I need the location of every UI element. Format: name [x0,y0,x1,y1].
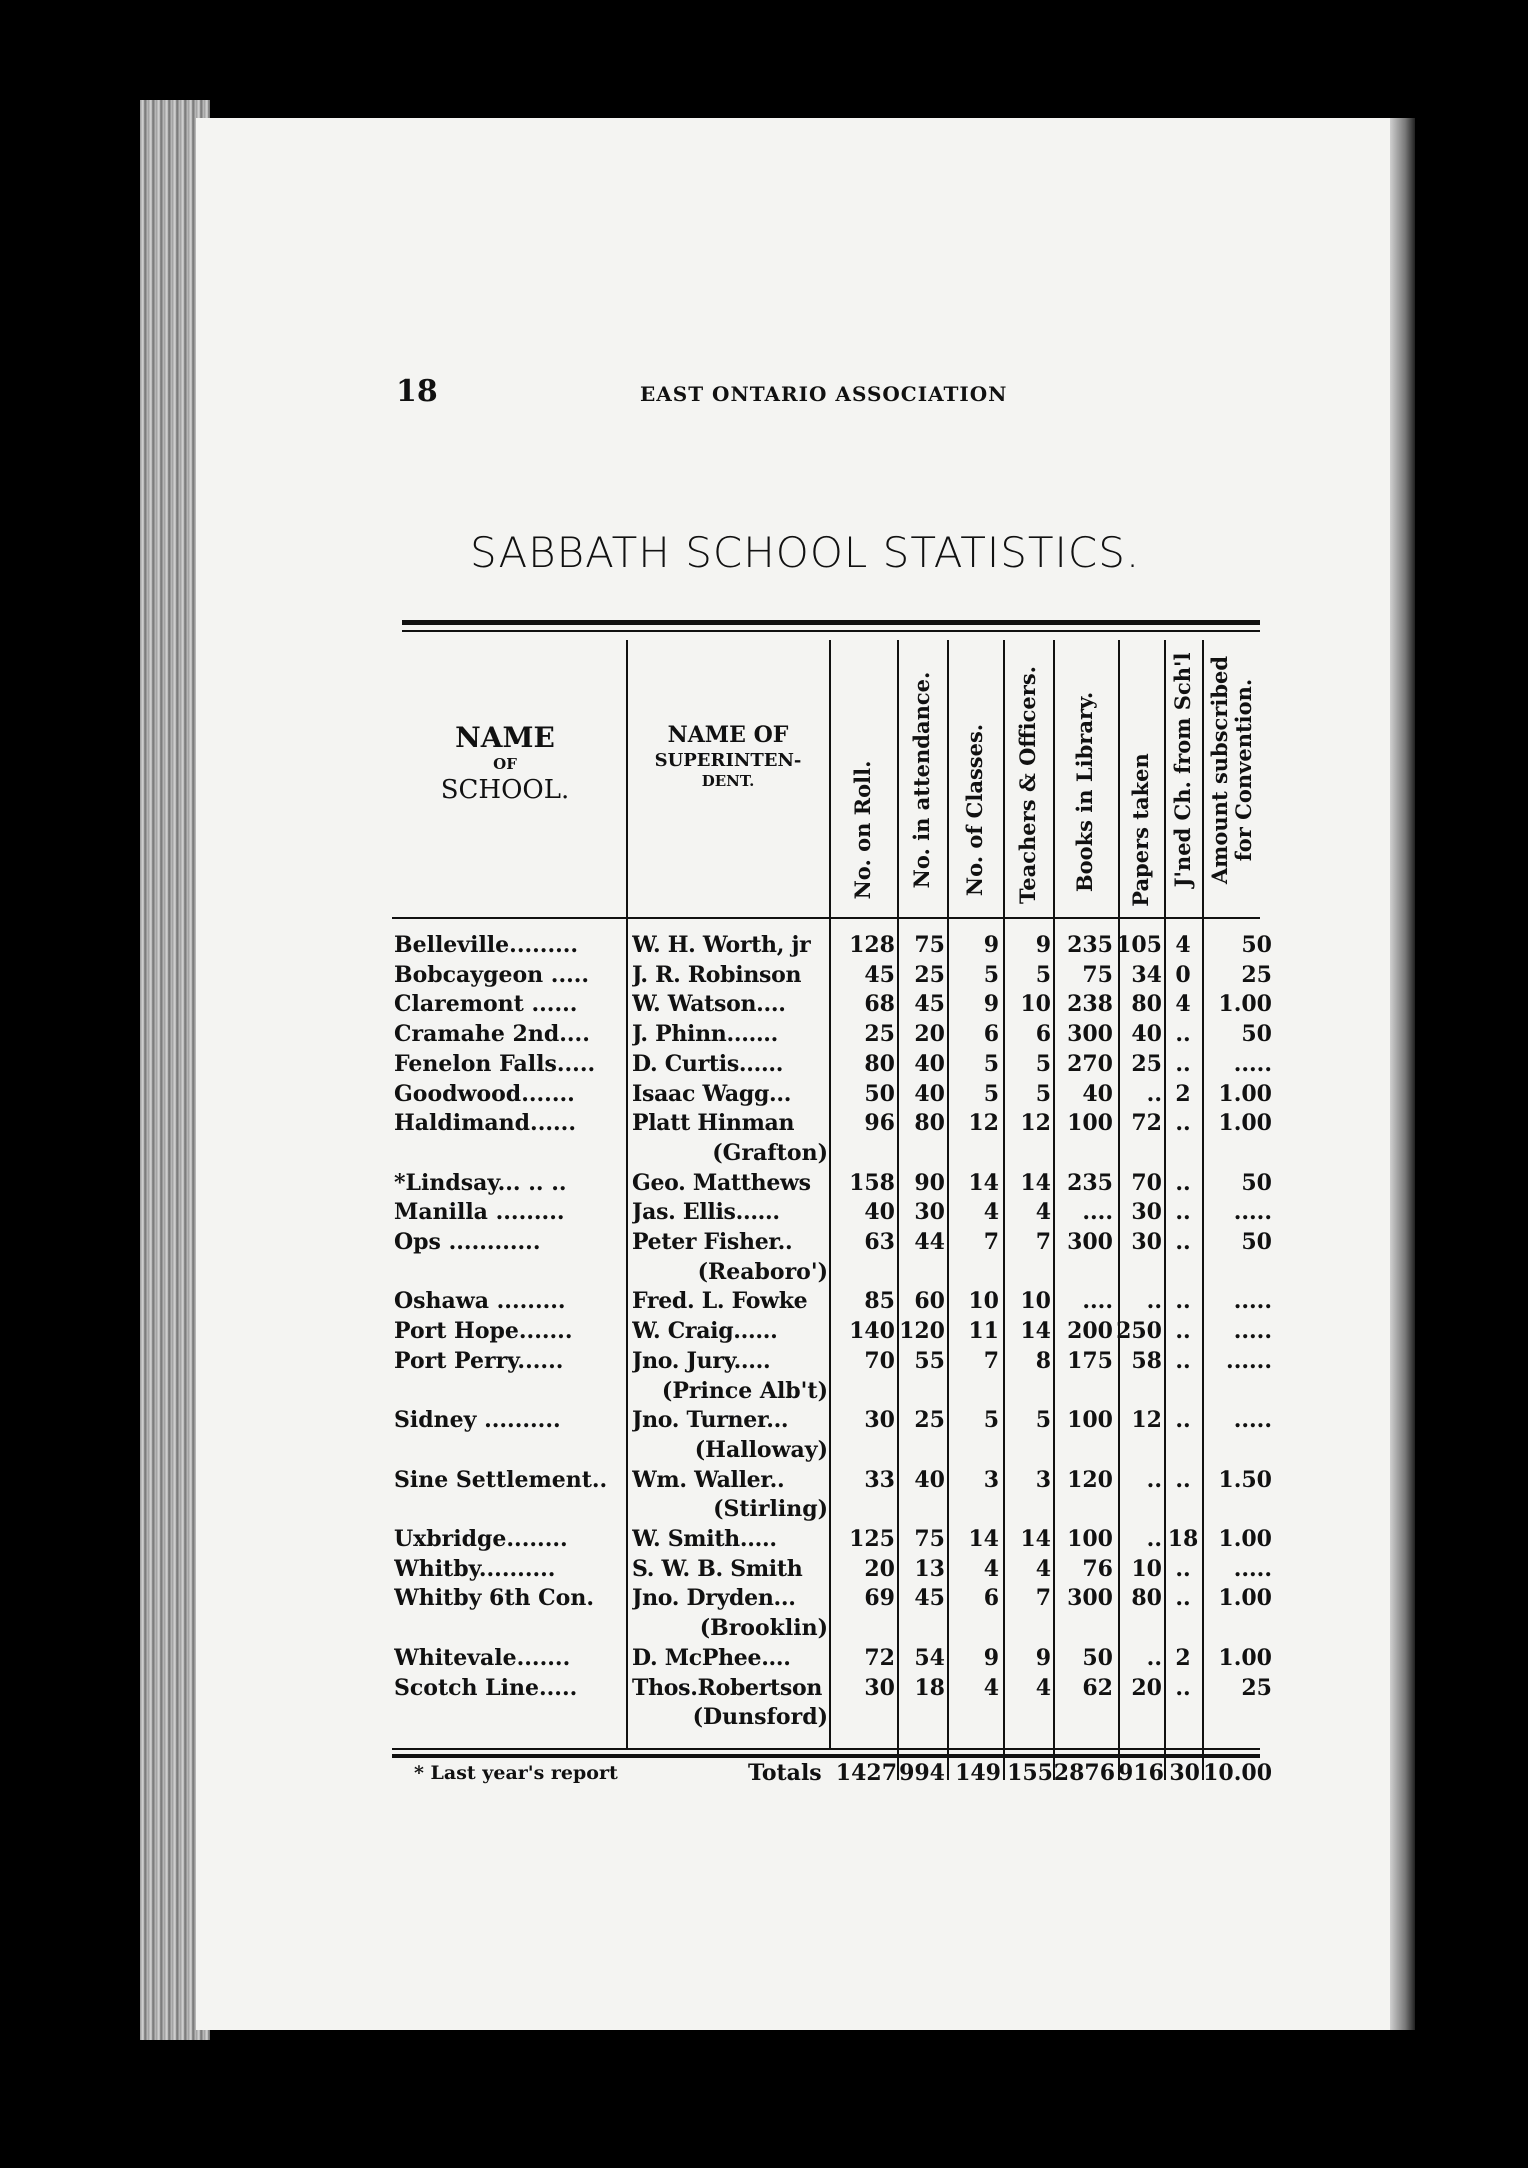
cell-superintendent: Geo. Matthews [632,1169,811,1196]
cell-superintendent: Isaac Wagg... [632,1080,792,1107]
cell-school: Scotch Line..... [394,1674,578,1701]
cell-lib: 200 [1067,1318,1113,1345]
cell-cls: 4 [983,1199,999,1226]
cell-att: 18 [914,1674,945,1701]
cell-pap: 30 [1131,1199,1162,1226]
cell-amt: 1.00 [1218,1644,1272,1671]
cell-amt: ..... [1233,1199,1272,1226]
bottom-rule-thin [392,1748,1260,1750]
cell-jnd: .. [1175,1229,1191,1255]
header-school [400,720,610,806]
cell-tch: 5 [1035,1407,1051,1434]
cell-superintendent: Wm. Waller.. [632,1466,785,1493]
cell-amt: 1.00 [1218,1080,1272,1107]
cell-pap: 72 [1131,1110,1162,1137]
header-superintendent [628,722,828,791]
cell-roll: 72 [864,1644,895,1671]
cell-att: 30 [914,1199,945,1226]
cell-superintendent: Jno. Jury..... [632,1347,771,1374]
cell-amt: ..... [1233,1555,1272,1582]
cell-amt: 50 [1241,1021,1272,1048]
page-binding-shadow [1390,118,1415,2030]
cell-lib: 100 [1067,1407,1113,1434]
cell-roll: 140 [849,1318,895,1345]
cell-att: 75 [914,1526,945,1552]
cell-school: Whitby 6th Con. [394,1585,595,1612]
footnote: * Last year's report [414,1762,618,1784]
cell-cls: 9 [983,1644,999,1671]
cell-jnd: 2 [1175,1080,1191,1107]
cell-att: 44 [914,1229,945,1255]
cell-jnd: 18 [1167,1526,1199,1552]
cell-lib: 300 [1067,1585,1113,1612]
cell-superintendent: Peter Fisher.. [632,1229,793,1255]
cell-lib: 270 [1067,1050,1113,1077]
cell-roll: 68 [864,991,895,1018]
cell-pap: 40 [1131,1021,1162,1048]
cell-superintendent: D. McPhee.... [632,1644,791,1671]
cell-att: 40 [914,1466,945,1493]
header-amount [1208,656,1256,884]
cell-jnd: 0 [1175,961,1191,988]
cell-cls: 5 [983,961,999,988]
cell-jnd: 4 [1175,932,1191,958]
header-library: Books in Library. [1071,691,1097,893]
cell-amt: 1.50 [1218,1466,1272,1493]
cell-amt: 50 [1241,1229,1272,1255]
cell-jnd: .. [1175,1674,1191,1701]
cell-att: 75 [914,932,945,958]
cell-tch: 10 [1020,1288,1051,1315]
header-amount-line2: for Convention. [1231,678,1256,862]
cell-pap: .. [1146,1080,1162,1107]
cell-roll: 50 [864,1080,895,1107]
cell-roll: 85 [864,1288,895,1315]
totals-amt: 10.00 [1203,1760,1272,1786]
cell-tch: 9 [1035,932,1051,958]
cell-pap: 80 [1131,991,1162,1018]
cell-att: 25 [914,1407,945,1434]
cell-tch: 9 [1035,1644,1051,1671]
cell-lib: 75 [1082,961,1113,988]
cell-superintendent: Jno. Turner... [632,1407,789,1434]
cell-jnd: .. [1175,1466,1191,1493]
cell-school: Ops ............ [394,1229,541,1255]
cell-school: Fenelon Falls..... [394,1050,596,1077]
cell-att: 40 [914,1080,945,1107]
cell-school: Port Perry...... [394,1347,564,1374]
header-attendance: No. in attendance. [908,671,934,889]
cell-cls: 4 [983,1674,999,1701]
cell-amt: 1.00 [1218,1526,1272,1552]
cell-school: Belleville......... [394,932,579,958]
cell-superintendent: W. H. Worth, jr [632,932,811,958]
cell-tch: 14 [1020,1169,1051,1196]
cell-roll: 30 [864,1674,895,1701]
cell-superintendent: Thos.Robertson [632,1674,823,1701]
header-teachers: Teachers & Officers. [1014,666,1040,904]
cell-pap: 12 [1131,1407,1162,1434]
cell-att: 40 [914,1050,945,1077]
cell-lib: 40 [1082,1080,1113,1107]
cell-amt: 1.00 [1218,1585,1272,1612]
cell-pap: .. [1146,1288,1162,1315]
cell-jnd: .. [1175,1407,1191,1434]
cell-cls: 14 [968,1526,999,1552]
cell-pap: 80 [1131,1585,1162,1612]
cell-lib: 100 [1067,1526,1113,1552]
cell-lib: 50 [1082,1644,1113,1671]
cell-tch: 7 [1035,1585,1051,1612]
cell-jnd: .. [1175,1347,1191,1374]
cell-jnd: 2 [1175,1644,1191,1671]
cell-cls: 7 [983,1347,999,1374]
cell-tch: 5 [1035,1080,1051,1107]
header-sup-line1: NAME OF [667,722,789,748]
header-sup-line3: DENT. [701,772,755,790]
cell-cls: 14 [968,1169,999,1196]
cell-pap: 105 [1116,932,1162,958]
cell-att: 80 [914,1110,945,1137]
cell-school: Claremont ...... [394,991,578,1018]
cell-cls: 10 [968,1288,999,1315]
cell-pap: 58 [1131,1347,1162,1374]
cell-att: 54 [914,1644,945,1671]
cell-school: Cramahe 2nd.... [394,1021,590,1048]
cell-pap: .. [1146,1466,1162,1493]
cell-tch: 4 [1035,1199,1051,1226]
bottom-rule-thick [392,1754,1260,1758]
cell-cls: 9 [983,932,999,958]
cell-tch: 7 [1035,1229,1051,1255]
cell-roll: 80 [864,1050,895,1077]
cell-tch: 14 [1020,1526,1051,1552]
header-roll: No. on Roll. [849,760,875,900]
cell-jnd: 4 [1175,991,1191,1018]
cell-superintendent: J. R. Robinson [632,961,802,988]
header-bottom-rule [392,917,1260,919]
cell-superintendent-location: (Stirling) [713,1496,828,1523]
top-rule-thin [402,630,1260,632]
running-title: EAST ONTARIO ASSOCIATION [640,382,1008,406]
header-joined: J'ned Ch. from Sch'l [1169,652,1195,888]
cell-superintendent-location: (Prince Alb't) [661,1377,828,1404]
cell-superintendent: Platt Hinman [632,1110,795,1137]
cell-school: Oshawa ......... [394,1288,566,1315]
cell-school: Port Hope....... [394,1318,573,1345]
cell-att: 120 [899,1318,945,1345]
cell-roll: 45 [864,961,895,988]
cell-roll: 70 [864,1347,895,1374]
cell-att: 45 [914,991,945,1018]
cell-superintendent-location: (Grafton) [712,1139,828,1166]
cell-school: Uxbridge........ [394,1526,568,1552]
cell-lib: 300 [1067,1229,1113,1255]
cell-school: Goodwood....... [394,1080,575,1107]
cell-roll: 25 [864,1021,895,1048]
cell-jnd: .. [1175,1169,1191,1196]
cell-tch: 3 [1035,1466,1051,1493]
header-sup-line2: SUPERINTEN- [654,749,802,771]
cell-att: 45 [914,1585,945,1612]
cell-lib: 100 [1067,1110,1113,1137]
cell-superintendent-location: (Reaboro') [697,1258,828,1285]
cell-tch: 5 [1035,1050,1051,1077]
cell-amt: ...... [1226,1347,1272,1374]
cell-cls: 6 [983,1585,999,1612]
cell-amt: ..... [1233,1407,1272,1434]
header-classes: No. of Classes. [961,723,987,897]
cell-tch: 6 [1035,1021,1051,1048]
cell-roll: 20 [864,1555,895,1582]
cell-jnd: .. [1175,1110,1191,1137]
cell-school: Haldimand...... [394,1110,577,1137]
cell-tch: 14 [1020,1318,1051,1345]
cell-superintendent-location: (Halloway) [694,1436,828,1463]
cell-superintendent: Fred. L. Fowke [632,1288,808,1315]
cell-att: 25 [914,961,945,988]
cell-pap: 70 [1131,1169,1162,1196]
totals-label: Totals [748,1760,822,1786]
cell-lib: 62 [1082,1674,1113,1701]
cell-lib: 235 [1067,932,1113,958]
cell-jnd: .. [1175,1050,1191,1077]
table-title: SABBATH SCHOOL STATISTICS. [470,528,1141,577]
cell-lib: 76 [1082,1555,1113,1582]
cell-pap: 250 [1116,1318,1162,1345]
totals-pap: 916 [1118,1760,1164,1786]
cell-amt: 1.00 [1218,991,1272,1018]
cell-amt: 50 [1241,932,1272,958]
cell-superintendent: J. Phinn....... [632,1021,779,1048]
cell-tch: 12 [1020,1110,1051,1137]
cell-cls: 11 [968,1318,999,1345]
cell-tch: 4 [1035,1674,1051,1701]
top-rule-thick [402,620,1260,625]
cell-amt: ..... [1233,1050,1272,1077]
cell-jnd: .. [1175,1021,1191,1048]
cell-amt: 50 [1241,1169,1272,1196]
cell-roll: 63 [864,1229,895,1255]
cell-amt: ..... [1233,1288,1272,1315]
cell-pap: 30 [1131,1229,1162,1255]
cell-superintendent-location: (Dunsford) [692,1704,828,1731]
cell-superintendent: Jno. Dryden... [632,1585,796,1612]
cell-att: 60 [914,1288,945,1315]
cell-lib: .... [1082,1199,1113,1226]
cell-roll: 125 [849,1526,895,1552]
totals-cls: 149 [955,1760,1001,1786]
cell-cls: 5 [983,1050,999,1077]
cell-cls: 4 [983,1555,999,1582]
cell-amt: ..... [1233,1318,1272,1345]
cell-cls: 5 [983,1080,999,1107]
cell-lib: .... [1082,1288,1113,1315]
totals-att: 994 [899,1760,945,1786]
totals-tch: 155 [1007,1760,1053,1786]
cell-tch: 10 [1020,991,1051,1018]
cell-jnd: .. [1175,1585,1191,1612]
totals-lib: 2876 [1053,1760,1115,1786]
cell-roll: 40 [864,1199,895,1226]
cell-superintendent: D. Curtis...... [632,1050,784,1077]
header-school-line3: SCHOOL. [440,774,570,805]
cell-lib: 120 [1067,1466,1113,1493]
header-school-line2: OF [493,755,517,773]
cell-amt: 25 [1241,1674,1272,1701]
header-papers: Papers taken [1127,753,1153,907]
cell-pap: .. [1146,1644,1162,1671]
cell-pap: 20 [1131,1674,1162,1701]
cell-superintendent: Jas. Ellis...... [632,1199,780,1226]
cell-att: 20 [914,1021,945,1048]
cell-school: *Lindsay... .. .. [394,1169,567,1196]
cell-pap: 25 [1131,1050,1162,1077]
cell-roll: 158 [849,1169,895,1196]
totals-jnd: 30 [1169,1760,1200,1786]
cell-roll: 33 [864,1466,895,1493]
cell-cls: 9 [983,991,999,1018]
cell-superintendent: W. Craig...... [632,1318,778,1345]
cell-amt: 1.00 [1218,1110,1272,1137]
cell-lib: 238 [1067,991,1113,1018]
cell-jnd: .. [1175,1199,1191,1226]
cell-school: Whitevale....... [394,1644,571,1671]
cell-pap: .. [1146,1526,1162,1552]
cell-cls: 7 [983,1229,999,1255]
cell-att: 13 [914,1555,945,1582]
cell-school: Sine Settlement.. [394,1466,608,1493]
cell-roll: 69 [864,1585,895,1612]
cell-school: Bobcaygeon ..... [394,961,590,988]
cell-att: 55 [914,1347,945,1374]
cell-school: Sidney .......... [394,1407,561,1434]
cell-roll: 128 [849,932,895,958]
cell-school: Manilla ......... [394,1199,565,1226]
cell-pap: 10 [1131,1555,1162,1582]
cell-tch: 8 [1035,1347,1051,1374]
cell-superintendent: S. W. B. Smith [632,1555,803,1582]
cell-superintendent: W. Watson.... [632,991,786,1018]
cell-cls: 5 [983,1407,999,1434]
cell-tch: 5 [1035,961,1051,988]
cell-tch: 4 [1035,1555,1051,1582]
cell-lib: 235 [1067,1169,1113,1196]
cell-roll: 30 [864,1407,895,1434]
cell-jnd: .. [1175,1288,1191,1315]
header-school-line1: NAME [455,721,555,754]
cell-superintendent-location: (Brooklin) [699,1615,828,1642]
cell-school: Whitby.......... [394,1555,556,1582]
cell-jnd: .. [1175,1555,1191,1582]
cell-lib: 175 [1067,1347,1113,1374]
header-amount-line1: Amount subscribed [1206,655,1232,885]
cell-cls: 12 [968,1110,999,1137]
cell-amt: 25 [1241,961,1272,988]
totals-roll: 1427 [835,1760,897,1786]
cell-jnd: .. [1175,1318,1191,1345]
cell-att: 90 [914,1169,945,1196]
cell-superintendent: W. Smith..... [632,1526,777,1552]
cell-cls: 6 [983,1021,999,1048]
col-line-sup [626,640,628,1748]
cell-lib: 300 [1067,1021,1113,1048]
cell-pap: 34 [1131,961,1162,988]
cell-roll: 96 [864,1110,895,1137]
cell-cls: 3 [983,1466,999,1493]
page-number: 18 [396,374,438,409]
